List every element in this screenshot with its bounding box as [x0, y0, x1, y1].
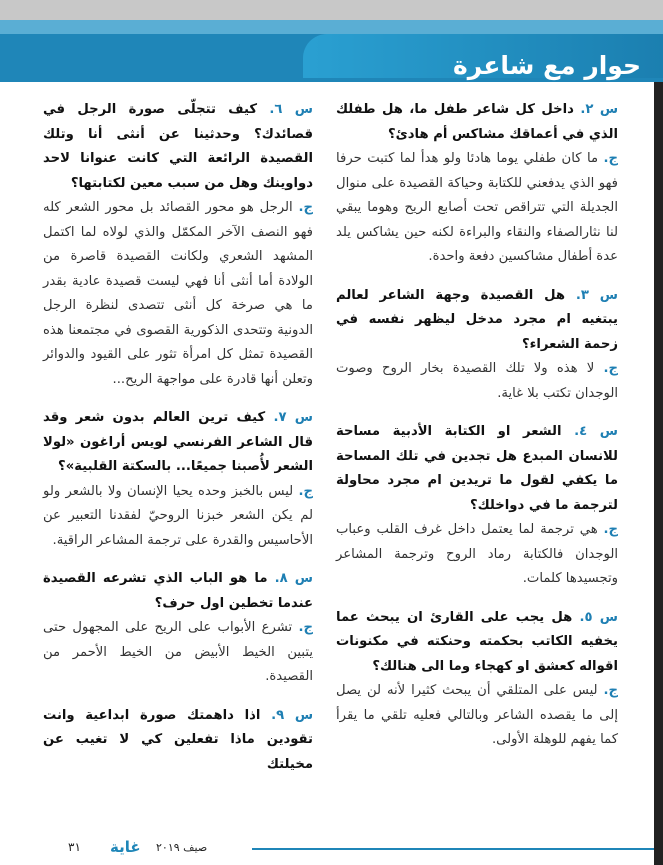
question-number: س ٩.	[271, 707, 314, 723]
qa-item	[43, 704, 313, 778]
question	[336, 606, 618, 680]
question	[43, 98, 313, 196]
page-header	[0, 20, 663, 82]
question-text: اذا داهمتك صورة ابداعية وانت تقودين ماذا تفعلين كي لا تغيب عن مخيلتك	[43, 707, 313, 772]
question-number: س ٨.	[274, 571, 314, 586]
question-number: س ٣.	[575, 287, 618, 303]
question	[336, 420, 618, 518]
answer-text: ليس بالخبز وحده يحيا الإنسان ولا بالشعر ولو لم يكن الشعر خبزنا الروحيّ لفقدنا التعبير عن الأحاسيس والقدرة على ترجمة المشاعر الراقية.	[43, 483, 313, 548]
question-number: س ٧.	[273, 410, 313, 425]
answer	[336, 679, 618, 753]
question-text: كيف ترين العالم بدون شعر وقد قال الشاعر الفرنسي لويس أراغون «لولا الشعر لأُصبنا جميعًا... بالسكتة القلبية»؟	[43, 410, 313, 474]
qa-item	[336, 98, 618, 270]
header-title-bar	[303, 34, 663, 78]
answer-text: الرجل هو محور القصائد بل محور الشعر كله فهو النصف الآخر المكمّل والذي لولاه لما اكتمل المشهد الشعري ولكانت القصيدة قاصرة من الولادة أما أنثى أنا فهي ليست قصيدة عادية بقدر ما هي صرخة كل أنثى تتصدى لنظرة الرجل الدونية وتتحدى الذكورية القصوى في مجتمعنا هذه القصيدة تمثل كل امرأة تثور على القيود والدوائر وتعلن أنها قادرة على مواجهة الريح...	[43, 200, 313, 387]
qa-item	[336, 420, 618, 592]
issue-label: صيف ٢٠١٩	[156, 841, 208, 854]
question	[336, 284, 618, 358]
question-number: س ٢.	[580, 102, 619, 117]
question-text: داخل كل شاعر طفل ما، هل طفلك الذي في أعماقك مشاكس أم هادئ؟	[336, 102, 618, 142]
answer-text: لا هذه ولا تلك القصيدة بخار الروح وصوت الوجدان تكتب بلا غاية.	[336, 361, 618, 401]
answer	[336, 518, 618, 592]
header-light-band	[0, 20, 663, 34]
answer-text: ليس على المتلقي أن يبحث كثيرا لأنه لن يصل إلى ما يقصده الشاعر وبالتالي فعليه تلقي ما يقرأ كما يفهم للوهلة الأولى.	[336, 683, 618, 747]
qa-item	[336, 606, 618, 753]
answer-marker: ج.	[298, 200, 313, 215]
qa-item	[336, 284, 618, 407]
right-column	[336, 98, 618, 767]
question-text: الشعر او الكتابة الأدبية مساحة للانسان المبدع هل تجدين في تلك المساحة ما يكفي لقول ما تريدين ام مجرد محاولة لترجمة ما في دواخلك؟	[336, 424, 618, 513]
magazine-logo: غاية	[110, 838, 141, 856]
qa-item	[43, 567, 313, 690]
answer-marker: ج.	[298, 620, 313, 635]
answer-text: هي ترجمة لما يعتمل داخل غرف القلب وعباب الوجدان فالكتابة رماد الروح وترجمة المشاعر وتجسيدها كلمات.	[336, 522, 618, 586]
question-text: هل القصيدة وجهة الشاعر لعالم يبتغيه ام مجرد مدخل ليظهر نفسه في زحمة الشعراء؟	[336, 287, 618, 352]
question	[43, 406, 313, 480]
question-text: هل يجب على القارئ ان يبحث عما يخفيه الكاتب بحكمته وحنكته في مكنونات اقواله كعشق او كهجاء وما الى هنالك؟	[336, 609, 618, 674]
answer-marker: ج.	[603, 522, 618, 537]
answer	[43, 196, 313, 392]
top-grey-strip	[0, 0, 663, 20]
answer	[43, 616, 313, 690]
answer-text: تشرع الأبواب على الريح على المجهول حتى يتبين الخيط الأبيض من الخيط الأحمر من القصيدة.	[43, 620, 313, 684]
answer-text: ما كان طفلي يوما هادئا ولو هدأ لما كتبت حرفا فهو الذي يدفعني للكتابة وحياكة القصيدة على منوال الجديلة التي تتراقص تحت أصابع الريح وهوما يبقي لنا نثارالصفاء والنقاء والبراءة لكنه حين يشاكس يلد عدة أطفال مشاكسين دفعة واحدة.	[336, 151, 618, 264]
answer	[336, 357, 618, 406]
question-number: س ٥.	[579, 609, 618, 625]
left-column	[43, 98, 313, 791]
question-number: س ٤.	[574, 424, 618, 439]
page-footer	[0, 836, 663, 865]
answer-marker: ج.	[603, 683, 618, 698]
answer-marker: ج.	[603, 151, 618, 166]
question-number: س ٦.	[269, 102, 313, 117]
answer-marker: ج.	[603, 361, 618, 376]
page-number: ٣١	[68, 840, 81, 854]
qa-item	[43, 406, 313, 553]
question-text: ما هو الباب الذي تشرعه القصيدة عندما تخطين اول حرف؟	[43, 571, 313, 611]
page-title: حوار مع شاعرة	[453, 51, 641, 80]
question	[43, 567, 313, 616]
qa-item	[43, 98, 313, 392]
question-text: كيف تتجلّى صورة الرجل في قصائدك؟ وحدثينا عن أنثى أنا وتلك القصيدة الرائعة التي كانت عنوانا لاحد دواوينك وهل من سبب معين لكتابتها؟	[43, 102, 313, 191]
answer	[43, 480, 313, 554]
right-edge-border	[654, 82, 663, 865]
question	[336, 98, 618, 147]
question	[43, 704, 313, 778]
answer-marker: ج.	[298, 483, 313, 499]
answer	[336, 147, 618, 270]
